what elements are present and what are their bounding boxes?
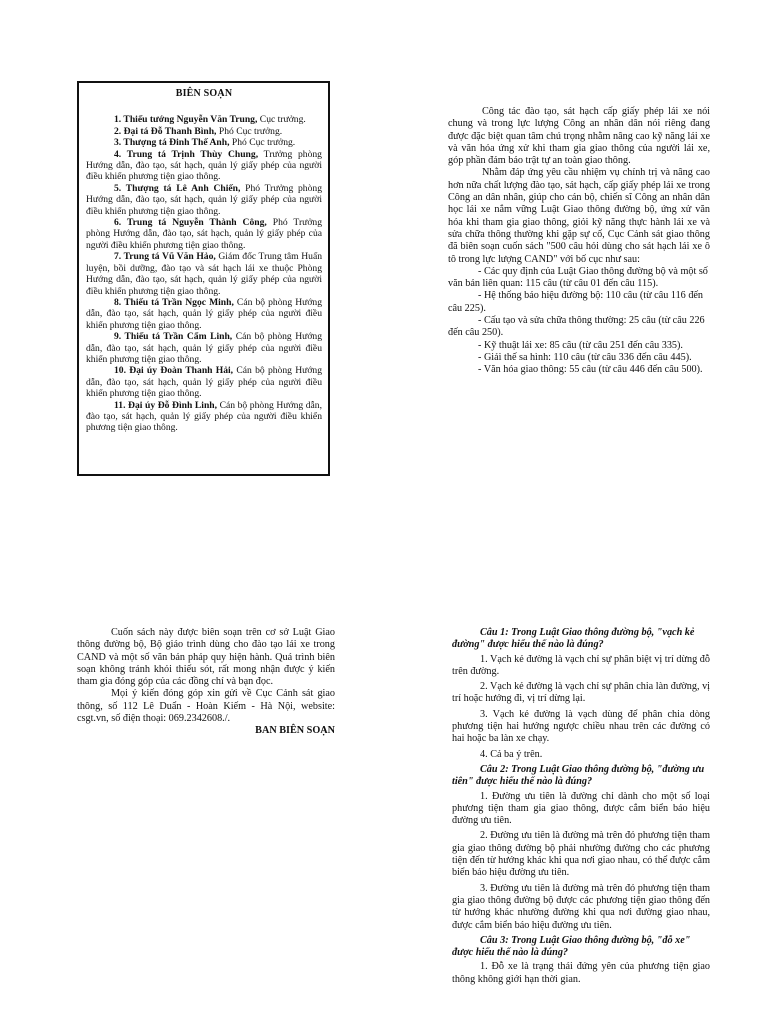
editor-name: 4. Trung tá Trịnh Thùy Chung, xyxy=(114,148,259,160)
intro-paragraph: Công tác đào tạo, sát hạch cấp giấy phép lái xe nói chung và trong lực lượng Công an nhân dân nói riêng đang được đặc biệt quan tâm chú trọng nhằm nâng cao kỹ năng lái xe và văn hóa ứng xử khi tham gia giao thông của người lái xe, góp phần đảm bảo trật tự an toàn giao thông. xyxy=(448,106,710,167)
intro-paragraph: Nhằm đáp ứng yêu cầu nhiệm vụ chính trị và nâng cao hơn nữa chất lượng đào tạo, sát hạch, cấp giấy phép lái xe trong Công an dân nhân, giúp cho cán bộ, chiến sĩ Công an nhân dân học lái xe nắm vững Luật Giao thông đường bộ, ứng xử văn hóa khi tham gia giao thông, giỏi kỹ năng thực hành lái xe và sửa chữa thông thường khi gặp sự cố, Cục Cảnh sát giao thông đã biên soạn cuốn sách "500 câu hỏi dùng cho sát hạch lái xe ô tô trong lực lượng CAND" với bố cục như sau: xyxy=(448,167,710,265)
structure-item: - Kỹ thuật lái xe: 85 câu (từ câu 251 đến câu 335). xyxy=(478,339,683,351)
editor-entry xyxy=(86,149,322,183)
editor-name: 5. Thượng tá Lê Anh Chiến, xyxy=(114,182,241,194)
editor-name: 10. Đại úy Đoàn Thanh Hải, xyxy=(114,365,234,377)
editors-box xyxy=(77,81,330,476)
closing-paragraph: Mọi ý kiến đóng góp xin gửi về Cục Cảnh sát giao thông, số 112 Lê Duẩn - Hoàn Kiếm - Hà Nội, website: csgt.vn, số điện thoại: 069.2342608./. xyxy=(77,688,335,725)
editor-role: Cán bộ phòng Hướng dẫn, đào tạo, sát hạch, quản lý giấy phép của người điều khiển phương tiện giao thông. xyxy=(86,331,323,365)
answer-option: 4. Cả ba ý trên. xyxy=(480,748,543,760)
answer-option: 1. Đường ưu tiên là đường chỉ dành cho một số loại phương tiện tham gia giao thông, được cắm biển báo hiệu đường ưu tiên. xyxy=(452,790,710,827)
structure-item: - Văn hóa giao thông: 55 câu (từ câu 446 đến câu 500). xyxy=(478,364,703,376)
structure-item: - Các quy định của Luật Giao thông đường bộ và một số văn bản liên quan: 115 câu (từ câu 01 đến câu 115). xyxy=(448,265,708,290)
answer-option: 2. Đường ưu tiên là đường mà trên đó phương tiện tham gia giao thông đường bộ phải nhường đường cho các phương tiện đến từ hướng khác khi qua nơi giao nhau, có thể được cắm biển báo hiệu đường ưu tiên. xyxy=(452,830,710,879)
editor-name: 8. Thiếu tá Trần Ngọc Minh, xyxy=(114,296,234,308)
editor-role: Cục trưởng. xyxy=(257,114,306,126)
structure-item: - Cấu tạo và sửa chữa thông thường: 25 câu (từ câu 226 đến câu 250). xyxy=(448,315,705,339)
answer-option: 2. Vạch kẻ đường là vạch chỉ sự phân chia làn đường, vị trí hoặc hướng đi, vị trí dừng lại. xyxy=(452,681,710,705)
editor-role: Phó Trưởng phòng Hướng dẫn, đào tạo, sát hạch, quản lý giấy phép của người điều khiển phương tiện giao thông. xyxy=(86,217,323,251)
closing-section xyxy=(77,627,335,738)
editor-name: 6. Trung tá Nguyễn Thành Công, xyxy=(114,217,267,229)
question-title: Câu 1: Trong Luật Giao thông đường bộ, "vạch kẻ đường" được hiểu thế nào là đúng? xyxy=(452,627,695,651)
editor-role: Phó Trưởng phòng Hướng dẫn, đào tạo, sát hạch, quản lý giấy phép của người điều khiển phương tiện giao thông. xyxy=(86,182,322,217)
editor-entry xyxy=(86,365,322,399)
editor-role: Trưởng phòng Hướng dẫn, đào tạo, sát hạch, quản lý giấy phép của người điều khiển phương tiện giao thông. xyxy=(86,148,322,183)
intro-section xyxy=(448,106,710,377)
editor-role: Phó Cục trưởng. xyxy=(229,137,296,149)
editor-name: 11. Đại úy Đỗ Đình Linh, xyxy=(114,399,218,411)
editor-entry xyxy=(86,137,322,148)
editor-entry xyxy=(86,126,322,137)
answer-option: 1. Đỗ xe là trạng thái đứng yên của phương tiện giao thông không giới hạn thời gian. xyxy=(452,961,710,985)
editor-role: Cán bộ phòng Hướng dẫn, đào tạo, sát hạch, quản lý giấy phép của người điều khiển phương tiện giao thông. xyxy=(86,365,323,400)
answer-option: 3. Vạch kẻ đường là vạch dùng để phân chia dòng phương tiện hai hướng ngược chiều nhau trên các đường có hai hoặc ba làn xe chạy. xyxy=(452,708,710,745)
closing-paragraph: Cuốn sách này được biên soạn trên cơ sở Luật Giao thông đường bộ, Bộ giáo trình dùng cho đào tạo lái xe trong CAND và một số văn bản pháp quy hiện hành. Quá trình biên soạn không tránh khỏi thiếu sót, rất mong nhận được ý kiến tham gia đóng góp của các đồng chí và bạn đọc. xyxy=(77,627,335,688)
question-title: Câu 3: Trong Luật Giao thông đường bộ, "đỗ xe" được hiểu thế nào là đúng? xyxy=(452,934,691,959)
editor-role: Cán bộ phòng Hướng dẫn, đào tạo, sát hạch, quản lý giấy phép của người điều khiển phương tiện giao thông. xyxy=(86,399,322,434)
editor-name: 7. Trung tá Vũ Văn Hảo, xyxy=(114,251,216,263)
questions-section xyxy=(452,627,710,989)
editors-title: BIÊN SOẠN xyxy=(175,88,233,99)
editor-name: 9. Thiếu tá Trần Cẩm Linh, xyxy=(114,331,233,343)
editor-name: 1. Thiếu tướng Nguyễn Văn Trung, xyxy=(114,114,258,126)
question-title: Câu 2: Trong Luật Giao thông đường bộ, "đường ưu tiên" được hiểu thế nào là đúng? xyxy=(452,763,705,788)
editor-entry xyxy=(86,400,322,434)
structure-item: - Giải thế sa hình: 110 câu (từ câu 336 đến câu 445). xyxy=(478,351,692,363)
signoff: BAN BIÊN SOẠN xyxy=(255,725,335,737)
editor-entry xyxy=(86,331,322,365)
editor-role: Cán bộ phòng Hướng dẫn, đào tạo, sát hạch, quản lý giấy phép của người điều khiển phương tiện giao thông. xyxy=(86,296,322,331)
structure-item: - Hệ thống báo hiệu đường bộ: 110 câu (từ câu 116 đến câu 225). xyxy=(448,290,704,314)
question-block xyxy=(452,627,710,761)
editor-entry xyxy=(86,217,322,251)
editor-name: 2. Đại tá Đỗ Thanh Bình, xyxy=(114,125,217,137)
editor-name: 3. Thượng tá Đinh Thế Anh, xyxy=(114,137,230,149)
editor-role: Giám đốc Trung tâm Huấn luyện, bồi dưỡng, đào tạo và sát hạch lái xe thuộc Phòng Hướng dẫn, đào tạo, sát hạch, quản lý giấy phép của người điều khiển phương tiện giao thông. xyxy=(86,251,322,297)
editor-entry xyxy=(86,297,322,331)
question-block xyxy=(452,764,710,932)
editor-entry xyxy=(86,251,322,297)
editor-entry xyxy=(86,183,322,217)
editors-list xyxy=(86,114,322,433)
question-block xyxy=(452,935,710,986)
editor-role: Phó Cục trưởng. xyxy=(216,125,283,137)
answer-option: 1. Vạch kẻ đường là vạch chỉ sự phân biệt vị trí dừng đỗ trên đường. xyxy=(452,653,710,677)
answer-option: 3. Đường ưu tiên là đường mà trên đó phương tiện tham gia giao thông đường bộ được các phương tiện giao thông đến từ hướng khác nhường đường khi qua nơi đường giao nhau, được cắm biển báo hiệu đường ưu tiên. xyxy=(452,882,710,931)
editor-entry xyxy=(86,114,322,125)
